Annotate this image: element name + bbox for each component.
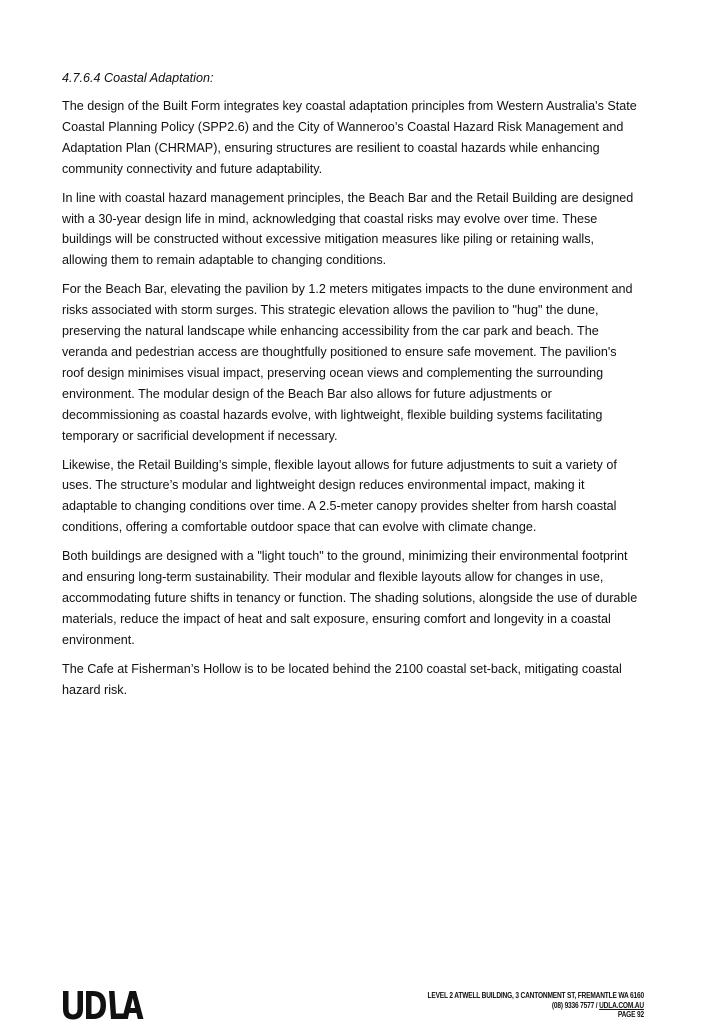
paragraph-beach-bar [62, 279, 648, 446]
text-line: In line with coastal hazard management principles, the Beach Bar and the Retail Building are designed [62, 190, 634, 205]
paragraph-retail-building [62, 455, 648, 539]
footer-page-number: PAGE 92 [617, 1010, 644, 1019]
text-line: buildings will be constructed without excessive mitigation measures like piling or retaining walls, [62, 232, 594, 247]
text-line: conditions, offering a comfortable outdoor space that can evolve with climate change. [62, 520, 537, 535]
udla-logo [62, 990, 144, 1020]
document-page [62, 68, 648, 708]
text-line: community connectivity and future adaptability. [62, 161, 323, 176]
text-line: Coastal Planning Policy (SPP2.6) and the City of Wanneroo’s Coastal Hazard Risk Management and [62, 119, 624, 134]
paragraph-design-life [62, 188, 648, 272]
text-line: uses. The structure’s modular and lightweight design reduces environmental impact, making it [62, 478, 585, 493]
text-line: For the Beach Bar, elevating the pavilion by 1.2 meters mitigates impacts to the dune environment and [62, 282, 633, 297]
text-line: The design of the Built Form integrates key coastal adaptation principles from Western Australia's State [62, 99, 637, 113]
footer-contact [428, 991, 644, 1020]
paragraph-light-touch [62, 546, 648, 651]
paragraph-cafe [62, 659, 648, 701]
text-line: adaptable to changing conditions over time. A 2.5-meter canopy provides shelter from harsh coastal [62, 499, 617, 514]
text-line: preserving the natural landscape while enhancing accessibility from the car park and beach. The [62, 324, 599, 339]
paragraph-built-form [62, 96, 648, 180]
footer-separator: / [594, 1000, 600, 1010]
text-line: materials, reduce the impact of heat and salt exposure, ensuring comfort and longevity in a coastal [62, 611, 611, 626]
text-line: temporary or sacrificial development if necessary. [62, 428, 338, 443]
text-line: Both buildings are designed with a "light touch" to the ground, minimizing their environmental footprint [62, 549, 628, 564]
text-line: Adaptation Plan (CHRMAP), ensuring structures are resilient to coastal hazards while enhancing [62, 140, 600, 155]
text-line: accommodating future shifts in tenancy or function. The shading solutions, alongside the use of durable [62, 590, 638, 605]
section-heading: 4.7.6.4 Coastal Adaptation: [62, 71, 214, 85]
text-line: The Cafe at Fisherman’s Hollow is to be located behind the 2100 coastal set-back, mitigating coastal [62, 661, 622, 676]
text-line: environment. [62, 632, 135, 647]
footer-contact-line [428, 1001, 644, 1011]
text-line: allowing them to remain adaptable to changing conditions. [62, 253, 387, 268]
text-line: environment. The modular design of the Beach Bar also allows for future adjustments or [62, 386, 552, 401]
text-line: decommissioning as coastal hazards evolve, with lightweight, flexible building systems facilitating [62, 407, 603, 422]
text-line: hazard risk. [62, 682, 128, 697]
text-line: veranda and pedestrian access are thoughtfully positioned to ensure safe movement. The pavilion's [62, 344, 617, 359]
footer-phone: (08) 9336 7577 [551, 1000, 595, 1010]
footer-website-link[interactable]: UDLA.COM.AU [599, 1000, 644, 1010]
text-line: with a 30-year design life in mind, acknowledging that coastal risks may evolve over time. These [62, 211, 598, 226]
page-footer [62, 990, 644, 1020]
text-line: Likewise, the Retail Building’s simple, flexible layout allows for future adjustments to suit a variety of [62, 457, 617, 472]
text-line: roof design minimises visual impact, preserving ocean views and complementing the surrounding [62, 365, 604, 380]
footer-address: LEVEL 2 ATWELL BUILDING, 3 CANTONMENT ST, FREMANTLE WA 6160 [427, 991, 644, 1000]
text-line: and ensuring long-term sustainability. Their modular and flexible layouts allow for changes in use, [62, 570, 604, 585]
text-line: risks associated with storm surges. This strategic elevation allows the pavilion to "hug" the dune, [62, 303, 599, 318]
